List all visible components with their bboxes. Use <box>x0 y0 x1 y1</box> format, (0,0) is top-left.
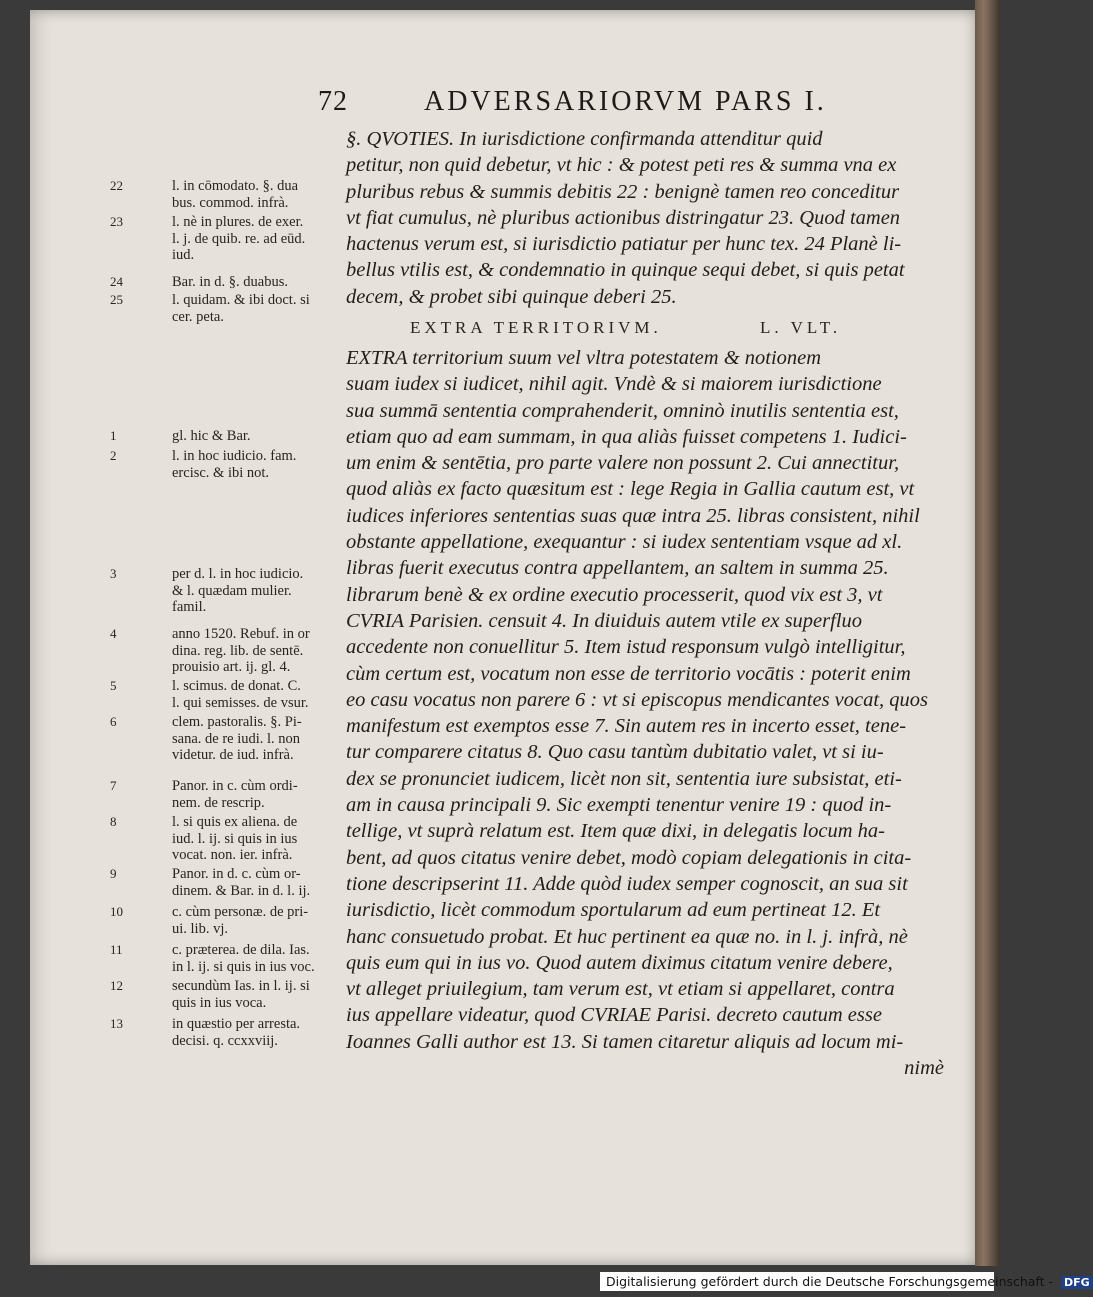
text-line: quis eum qui in ius vo. Quod autem diximus citatum venire debere, <box>346 951 893 974</box>
margin-note-number: 12 <box>110 978 123 993</box>
margin-note-number: 9 <box>110 866 117 881</box>
text-line: EXTRA territorium suum vel vltra potestatem & notionem <box>346 347 822 369</box>
text-line: pluribus rebus & summis debitis 22 : benignè tamen reo conceditur <box>346 180 900 203</box>
book-spine <box>975 0 1000 1297</box>
text-line: cùm certum est, vocatum non esse de territorio vocātis : poterit enim <box>346 662 911 685</box>
section-heading <box>410 318 930 338</box>
text-line: obstante appellatione, exequantur : si iudex sententiam vsque ad xl. <box>346 531 903 554</box>
text-line: bent, ad quos citatus venire debet, modò copiam delegationis in cita- <box>346 846 912 869</box>
margin-note-number: 2 <box>110 448 117 463</box>
text-line: am in causa principali 9. Sic exempti tenentur venire 19 : quod in- <box>346 794 892 817</box>
text-line: accedente non conuellitur 5. Item istud responsum vulgò intelligitur, <box>346 636 906 659</box>
margin-note-number: 10 <box>110 904 123 919</box>
text-line: etiam quo ad eam summam, in qua aliàs fuisset competens 1. Iudici- <box>346 425 907 448</box>
text-line: nimè <box>904 1057 944 1080</box>
margin-note-text: in quæstio per arresta. decisi. q. ccxxviij. <box>172 1016 301 1049</box>
text-line: eo casu vocatus non parere 6 : vt si episcopus mendicantes vocat, quos <box>346 688 929 711</box>
text-line: ius appellare videatur, quod CVRIAE Parisi. decreto cautum esse <box>346 1004 882 1027</box>
dfg-logo: DFG <box>1061 1276 1093 1289</box>
margin-note-number: 13 <box>110 1016 123 1031</box>
margin-note-text: per d. l. in hoc iudicio. & l. quædam mulier. famil. <box>172 566 304 615</box>
margin-note-text: l. scimus. de donat. C. l. qui semisses. de vsur. <box>172 678 309 711</box>
margin-note-text: Panor. in d. c. cùm or- dinem. & Bar. in d. l. ij. <box>172 866 311 899</box>
margin-note-number: 11 <box>110 942 123 957</box>
text-line: decem, & probet sibi quinque deberi 25. <box>346 285 677 308</box>
margin-note-number: 25 <box>110 292 123 307</box>
text-line: iudices inferiores sententias suas quæ intra 25. libras consistent, nihil <box>346 504 920 527</box>
text-line: petitur, non quid debetur, vt hic : & potest peti res & summa vna ex <box>346 154 897 177</box>
margin-note-text: l. si quis ex aliena. de iud. l. ij. si quis in ius vocat. non. ier. infrà. <box>172 814 298 863</box>
text-line: CVRIA Parisien. censuit 4. In diuiduis autem vtile ex superfluo <box>346 609 863 632</box>
margin-note-text: clem. pastoralis. §. Pi- sana. de re iudi. l. non videtur. de iud. infrà. <box>172 714 302 763</box>
text-line: librarum benè & ex ordine executio processerit, quod vix est 3, vt <box>346 583 883 606</box>
text-line: tur comparere citatus 8. Quo casu tantùm dubitatio valet, vt si iu- <box>346 741 884 764</box>
text-line: manifestum est exemptos esse 7. Sin autem res in incerto esset, tene- <box>346 715 907 738</box>
margin-note-text: l. nè in plures. de exer. l. j. de quib. re. ad eūd. iud. <box>172 214 306 263</box>
text-line: suam iudex si iudicet, nihil agit. Vndè & si maiorem iurisdictione <box>346 373 882 396</box>
margin-note-number: 4 <box>110 626 117 641</box>
paragraph-extra-territorium <box>346 345 944 1081</box>
text-line: bellus vtilis est, & condemnatio in quinque sequi debet, si quis petat <box>346 259 905 282</box>
text-line: iurisdictio, licèt commodum sportularum ad eum pertineat 12. Et <box>346 899 881 922</box>
margin-note-text: anno 1520. Rebuf. in or dina. reg. lib. de sentē. prouisio art. ij. gl. 4. <box>172 626 310 675</box>
text-line: Ioannes Galli author est 13. Si tamen citaretur aliquis ad locum mi- <box>346 1030 904 1053</box>
margin-note-text: l. in cōmodato. §. dua bus. commod. infrà. <box>172 178 299 211</box>
section-heading-right: L. VLT. <box>760 318 842 337</box>
margin-note-text: gl. hic & Bar. <box>172 428 251 444</box>
margin-note-number: 6 <box>110 714 117 729</box>
page-number: 72 <box>318 86 348 117</box>
margin-note-text: l. quidam. & ibi doct. si cer. peta. <box>172 292 310 325</box>
margin-note-number: 1 <box>110 428 117 443</box>
margin-note-text: l. in hoc iudicio. fam. ercisc. & ibi not. <box>172 448 297 481</box>
margin-note-number: 3 <box>110 566 117 581</box>
text-line: hanc consuetudo probat. Et huc pertinent ea quæ no. in l. j. infrà, nè <box>346 925 908 948</box>
section-heading-left: EXTRA TERRITORIVM. <box>410 318 662 337</box>
margin-note-number: 23 <box>110 214 123 229</box>
text-line: dex se pronunciet iudicem, licèt non sit, sententia iure subsistat, eti- <box>346 767 902 790</box>
margin-note-text: secundùm Ias. in l. ij. si quis in ius voca. <box>172 978 310 1011</box>
text-line: vt fiat cumulus, nè pluribus actionibus distringatur 23. Quod tamen <box>346 206 901 229</box>
text-line: hactenus verum est, si iurisdictio patiatur per hunc tex. 24 Planè li- <box>346 233 902 256</box>
digitization-credit <box>600 1272 1090 1291</box>
margin-note-text: Bar. in d. §. duabus. <box>172 274 288 290</box>
credit-text: Digitalisierung gefördert durch die Deutsche Forschungsgemeinschaft - <box>606 1274 1054 1289</box>
text-line: libras fuerit executus contra appellantem, an saltem in summa 25. <box>346 557 889 580</box>
margin-note-text: Panor. in c. cùm ordi- nem. de rescrip. <box>172 778 298 811</box>
margin-note-number: 24 <box>110 274 123 289</box>
margin-note-number: 22 <box>110 178 123 193</box>
text-line: tellige, vt suprà relatum est. Item quæ dixi, in delegatis locum ha- <box>346 820 885 843</box>
text-line: quod aliàs ex facto quæsitum est : lege Regia in Gallia cautum est, vt <box>346 478 915 501</box>
margin-note-number: 8 <box>110 814 117 829</box>
text-line: vt alleget priuilegium, tam verum est, vt etiam si appellaret, contra <box>346 978 895 1001</box>
running-title: ADVERSARIORVM PARS I. <box>424 86 827 117</box>
margin-note-number: 7 <box>110 778 117 793</box>
text-line: sua summā sententia comprahenderit, omninò inutilis sententia est, <box>346 399 899 422</box>
text-line: tione descripserint 11. Adde quòd iudex semper cognoscit, an sua sit <box>346 872 908 895</box>
margin-note-text: c. præterea. de dila. Ias. in l. ij. si quis in ius voc. <box>172 942 315 975</box>
margin-note-number: 5 <box>110 678 117 693</box>
margin-note-text: c. cùm personæ. de pri- ui. lib. vj. <box>172 904 309 937</box>
text-line: um enim & sentētia, pro parte valere non possunt 2. Cui annectitur, <box>346 452 900 475</box>
text-line: §. QVOTIES. In iurisdictione confirmanda attenditur quid <box>346 128 823 150</box>
paragraph-quoties <box>346 126 944 310</box>
